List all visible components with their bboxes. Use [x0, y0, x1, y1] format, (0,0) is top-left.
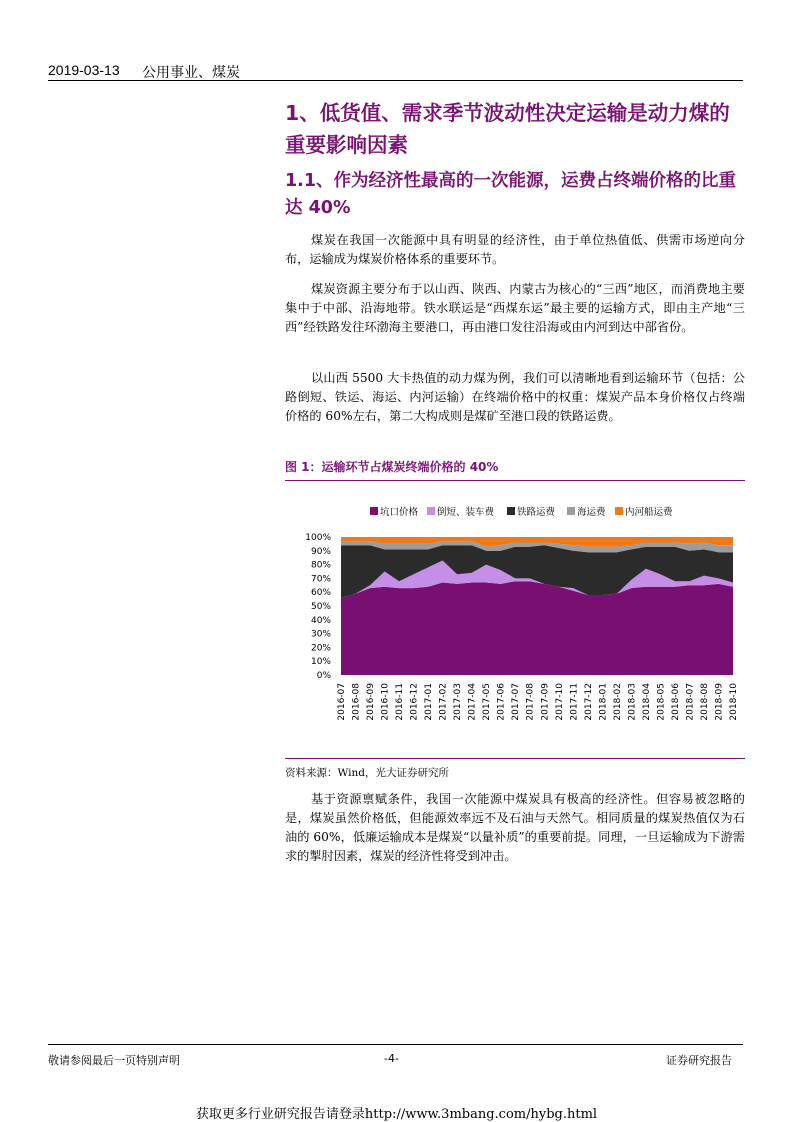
- x-tick-label: 2016-10: [380, 683, 391, 721]
- legend-swatch: [615, 507, 623, 515]
- y-tick-label: 80%: [310, 560, 331, 571]
- x-tick-label: 2017-05: [482, 683, 493, 721]
- legend-swatch: [370, 507, 378, 515]
- y-tick-label: 60%: [310, 588, 331, 599]
- x-tick-label: 2016-12: [409, 683, 420, 721]
- x-tick-label: 2017-01: [424, 683, 435, 721]
- report-date: 2019-03-13: [48, 62, 120, 78]
- figure-bottom-rule: [285, 758, 745, 759]
- legend-swatch: [427, 507, 435, 515]
- legend-label: 内河船运费: [625, 507, 673, 518]
- x-tick-label: 2017-06: [496, 683, 507, 721]
- paragraph-3: 以山西 5500 大卡热值的动力煤为例，我们可以清晰地看到运输环节（包括：公路倒短、铁运、海运、内河运输）在终端价格中的权重：煤炭产品本身价格仅占终端价格的 60%左右，第二大构成则是煤矿至港口段的铁路运费。: [285, 371, 745, 423]
- stacked-area-chart: [285, 483, 745, 755]
- bottom-link[interactable]: 获取更多行业研究报告请登录http://www.3mbang.com/hybg.html: [195, 1107, 598, 1122]
- x-tick-label: 2017-09: [540, 683, 551, 721]
- chart-legend: [370, 506, 673, 518]
- x-tick-label: 2018-08: [699, 683, 710, 721]
- y-tick-label: 70%: [310, 574, 331, 585]
- y-tick-label: 90%: [310, 546, 331, 557]
- legend-label: 倒短、装车费: [437, 507, 495, 518]
- x-tick-label: 2018-01: [598, 683, 609, 721]
- footer-disclaimer: 敬请参阅最后一页特别声明: [48, 1054, 180, 1067]
- x-tick-label: 2018-02: [612, 683, 623, 721]
- x-tick-label: 2017-08: [525, 683, 536, 721]
- x-tick-label: 2016-09: [366, 683, 377, 721]
- x-tick-label: 2018-03: [627, 683, 638, 721]
- x-tick-label: 2017-07: [511, 683, 522, 721]
- paragraph-2: 煤炭资源主要分布于以山西、陕西、内蒙古为核心的“三西”地区，而消费地主要集中于中部、沿海地带。铁水联运是“西煤东运”最主要的运输方式，即由主产地“三西”经铁路发往环渤海主要港口，再由港口发往沿海或由内河到达中部省份。: [285, 282, 745, 334]
- legend-swatch: [567, 507, 575, 515]
- footer-divider: [48, 1044, 743, 1045]
- report-sector: 公用事业、煤炭: [142, 64, 240, 80]
- y-tick-label: 0%: [316, 671, 331, 681]
- figure-source: 资料来源：Wind，光大证券研究所: [285, 767, 449, 779]
- x-tick-label: 2018-04: [641, 683, 652, 721]
- legend-label: 铁路运费: [517, 507, 556, 518]
- area-series: [341, 581, 733, 675]
- y-tick-label: 20%: [310, 643, 331, 654]
- section-heading-1-1: 1.1、作为经济性最高的一次能源，运费占终端价格的比重达 40%: [285, 171, 736, 218]
- chart-areas: [341, 537, 733, 675]
- x-tick-label: 2018-05: [656, 683, 667, 721]
- figure-top-rule: [285, 480, 745, 481]
- header-divider: [48, 80, 743, 81]
- y-tick-label: 10%: [310, 657, 331, 668]
- legend-label: 坑口价格: [380, 507, 419, 518]
- section-heading-1: 1、低货值、需求季节波动性决定运输是动力煤的重要影响因素: [285, 101, 730, 157]
- x-tick-label: 2018-06: [670, 683, 681, 721]
- x-tick-label: 2016-07: [337, 683, 347, 721]
- x-tick-label: 2017-03: [453, 683, 464, 721]
- x-tick-label: 2016-11: [395, 683, 406, 721]
- footer-report-type: 证券研究报告: [666, 1054, 732, 1067]
- x-tick-label: 2017-10: [554, 683, 565, 721]
- y-tick-label: 50%: [310, 602, 331, 612]
- paragraph-4: 基于资源禀赋条件，我国一次能源中煤炭具有极高的经济性。但容易被忽略的是，煤炭虽然价格低，但能源效率远不及石油与天然气。相同质量的煤炭热值仅为石油的 60%，低廉运输成本是煤炭“以量补质”的重要前提。同理，一旦运输成为下游需求的掣肘因素，煤炭的经济性将受到冲击。: [285, 792, 745, 863]
- y-tick-label: 30%: [310, 629, 331, 640]
- page-number: -4-: [384, 1052, 399, 1065]
- x-tick-label: 2017-02: [438, 683, 449, 721]
- x-tick-label: 2018-07: [685, 683, 696, 721]
- chart-y-axis: [305, 533, 331, 681]
- x-tick-label: 2017-12: [583, 683, 594, 721]
- figure-title: 图 1：运输环节占煤炭终端价格的 40%: [285, 460, 499, 474]
- x-tick-label: 2017-11: [569, 683, 580, 721]
- x-tick-label: 2016-08: [351, 683, 362, 721]
- paragraph-1: 煤炭在我国一次能源中具有明显的经济性，由于单位热值低、供需市场逆向分布，运输成为煤炭价格体系的重要环节。: [285, 233, 745, 266]
- legend-label: 海运费: [577, 507, 606, 518]
- x-tick-label: 2018-09: [714, 683, 725, 721]
- y-tick-label: 40%: [310, 615, 331, 626]
- legend-swatch: [507, 507, 515, 515]
- x-tick-label: 2018-10: [729, 683, 739, 721]
- x-tick-label: 2017-04: [467, 683, 478, 721]
- y-tick-label: 100%: [305, 533, 331, 543]
- chart-x-axis: [337, 683, 739, 721]
